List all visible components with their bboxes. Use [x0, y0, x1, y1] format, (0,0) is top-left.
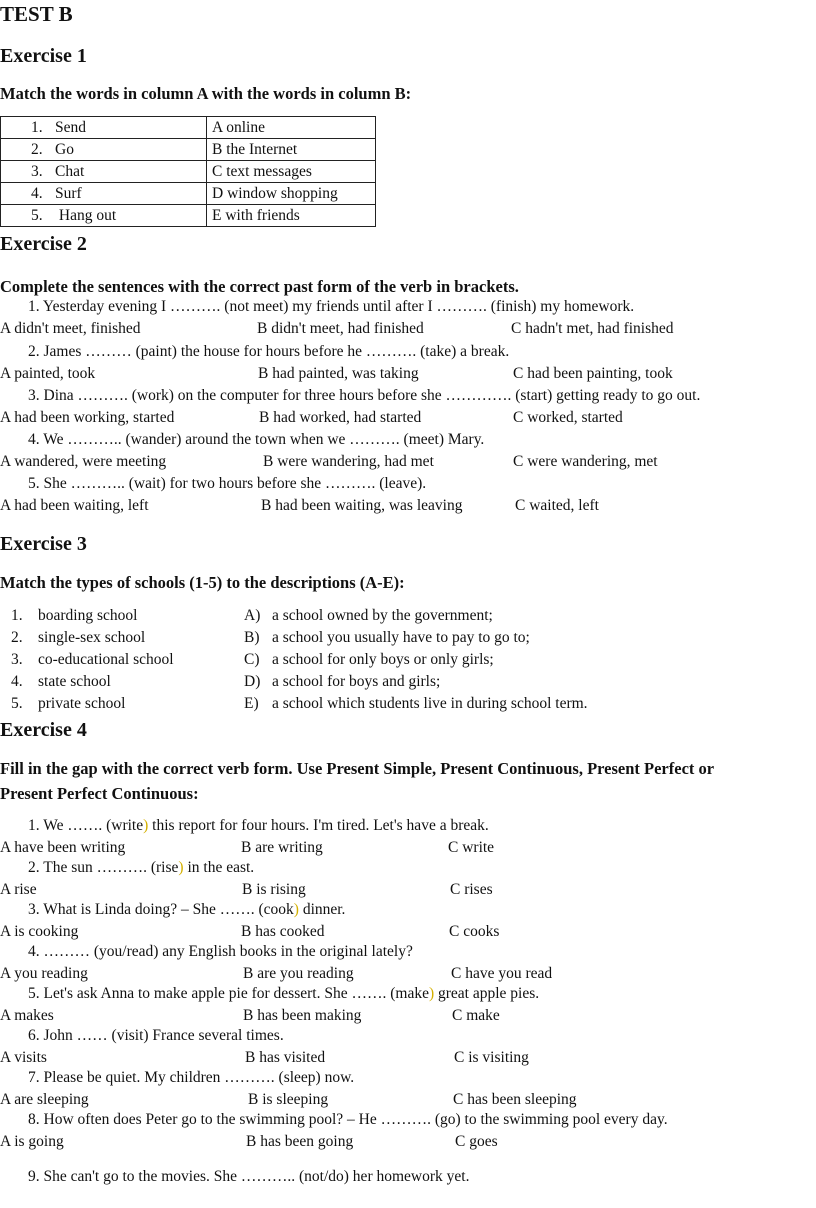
highlight-mark: ): [178, 859, 184, 876]
matching-table: [0, 116, 376, 227]
highlight-mark: ): [293, 901, 299, 918]
row-number: 4.: [31, 185, 43, 202]
matching-row: [1, 161, 376, 183]
answer-option-b: B has been going: [246, 1133, 354, 1150]
school-description: a school owned by the government;: [272, 607, 493, 624]
highlight-mark: ): [428, 985, 435, 1002]
answer-option-a: A you reading: [0, 965, 88, 982]
answer-option-c: C hadn't met, had finished: [511, 320, 674, 337]
school-description: a school for boys and girls;: [272, 673, 441, 690]
school-type-number: 1.: [11, 607, 23, 624]
exercise-2-instruction: Complete the sentences with the correct past form of the verb in brackets.: [0, 277, 519, 296]
question-text-end: in the east.: [183, 859, 255, 876]
answer-option-b: B had painted, was taking: [258, 365, 419, 382]
column-b-cell: A online: [207, 117, 376, 139]
answer-option-a: A visits: [0, 1049, 47, 1066]
answer-option-a: A is going: [0, 1133, 64, 1150]
question-text: 2. James ……… (paint) the house for hours before he ………. (take) a break.: [28, 343, 510, 360]
answer-option-c: C is visiting: [454, 1049, 529, 1066]
answer-option-c: C has been sleeping: [453, 1091, 577, 1108]
question-text-start: 4. ……… (you/read) any English books in the original lately?: [28, 943, 413, 960]
answer-option-a: A rise: [0, 881, 37, 898]
question-text-end: great apple pies.: [434, 985, 540, 1002]
column-a-cell: [1, 161, 207, 183]
question-text: [28, 901, 345, 919]
column-b-cell: D window shopping: [207, 183, 376, 205]
answer-option-b: B is rising: [242, 881, 306, 898]
answer-option-a: A is cooking: [0, 923, 79, 940]
description-letter: C): [244, 651, 260, 668]
answer-option-b: B has visited: [245, 1049, 326, 1066]
school-type-number: 4.: [11, 673, 23, 690]
question-text-start: 9. She can't go to the movies. She ……….. (not/do) her homework yet.: [28, 1168, 470, 1185]
question-text: [28, 859, 254, 877]
question-text-start: 1. We ……. (write: [28, 817, 144, 834]
school-type: single-sex school: [38, 629, 146, 646]
exercise-1-heading: Exercise 1: [0, 45, 87, 67]
answer-option-b: B has been making: [243, 1007, 362, 1024]
exercise-4-instruction-line-1: Fill in the gap with the correct verb form. Use Present Simple, Present Continuous, Present Perfect or: [0, 759, 715, 778]
row-number: 5.: [31, 207, 43, 224]
answer-option-b: B has cooked: [241, 923, 325, 940]
description-letter: A): [244, 607, 261, 624]
highlight-mark: ): [143, 817, 149, 834]
question-text: [28, 1168, 469, 1186]
question-text: [28, 1069, 354, 1087]
answer-option-b: B had been waiting, was leaving: [261, 497, 463, 514]
row-number: 1.: [31, 119, 43, 136]
answer-option-c: C had been painting, took: [513, 365, 673, 382]
column-a-word: Chat: [55, 163, 85, 180]
question-text-end: dinner.: [298, 901, 346, 918]
answer-option-a: A are sleeping: [0, 1091, 89, 1108]
question-text: 5. She ……….. (wait) for two hours before she ………. (leave).: [28, 475, 427, 492]
school-type-number: 2.: [11, 629, 23, 646]
school-description: a school for only boys or only girls;: [272, 651, 494, 668]
answer-option-c: C waited, left: [515, 497, 599, 514]
exercise-4-instruction-line-2: Present Perfect Continuous:: [0, 784, 199, 803]
answer-option-c: C have you read: [451, 965, 553, 982]
answer-option-a: A have been writing: [0, 839, 126, 856]
school-type-number: 3.: [11, 651, 23, 668]
question-text: 4. We ……….. (wander) around the town when we ………. (meet) Mary.: [28, 431, 485, 448]
school-type: state school: [38, 673, 111, 690]
test-title: TEST B: [0, 2, 73, 26]
description-letter: B): [244, 629, 260, 646]
matching-row: [1, 117, 376, 139]
exercise-2-heading: Exercise 2: [0, 233, 87, 255]
school-type: boarding school: [38, 607, 138, 624]
answer-option-a: A painted, took: [0, 365, 96, 382]
answer-option-c: C worked, started: [513, 409, 623, 426]
question-text: [28, 985, 539, 1003]
column-b-cell: C text messages: [207, 161, 376, 183]
answer-option-c: C cooks: [449, 923, 500, 940]
school-description: a school you usually have to pay to go to;: [272, 629, 530, 646]
question-text-start: 7. Please be quiet. My children ………. (sleep) now.: [28, 1069, 355, 1086]
description-letter: E): [244, 695, 259, 712]
column-a-cell: [1, 117, 207, 139]
answer-option-a: A had been working, started: [0, 409, 175, 426]
question-text: [28, 943, 413, 961]
question-text-start: 3. What is Linda doing? – She ……. (cook: [28, 901, 294, 918]
answer-option-c: C goes: [455, 1133, 498, 1150]
answer-option-b: B didn't meet, had finished: [257, 320, 424, 337]
answer-option-b: B is sleeping: [248, 1091, 329, 1108]
column-a-word: Hang out: [55, 207, 117, 224]
answer-option-b: B are you reading: [243, 965, 354, 982]
answer-option-c: C make: [452, 1007, 500, 1024]
row-number: 2.: [31, 141, 43, 158]
row-number: 3.: [31, 163, 43, 180]
exercise-3-instruction: Match the types of schools (1-5) to the descriptions (A-E):: [0, 573, 405, 592]
column-a-word: Surf: [55, 185, 82, 202]
exercise-3-heading: Exercise 3: [0, 533, 87, 555]
school-description: a school which students live in during school term.: [272, 695, 588, 712]
answer-option-c: C were wandering, met: [513, 453, 658, 470]
question-text: 1. Yesterday evening I ………. (not meet) my friends until after I ………. (finish) my homework.: [28, 298, 635, 315]
question-text: [28, 817, 489, 835]
column-b-cell: E with friends: [207, 205, 376, 227]
school-type-number: 5.: [11, 695, 23, 712]
question-text: 3. Dina ………. (work) on the computer for three hours before she …………. (start) getting ready to go out.: [28, 387, 701, 404]
question-text: [28, 1027, 284, 1045]
matching-row: [1, 139, 376, 161]
school-type: co-educational school: [38, 651, 174, 668]
column-a-word: Send: [55, 119, 86, 136]
column-b-cell: B the Internet: [207, 139, 376, 161]
answer-option-c: C write: [448, 839, 495, 856]
description-letter: D): [244, 673, 261, 690]
answer-option-b: B were wandering, had met: [263, 453, 434, 470]
school-type: private school: [38, 695, 126, 712]
answer-option-a: A makes: [0, 1007, 54, 1024]
column-a-cell: [1, 205, 207, 227]
answer-option-c: C rises: [450, 881, 493, 898]
answer-option-a: A had been waiting, left: [0, 497, 149, 514]
answer-option-b: B had worked, had started: [259, 409, 422, 426]
question-text-start: 5. Let's ask Anna to make apple pie for dessert. She ……. (make: [28, 985, 429, 1002]
exercise-1-instruction: Match the words in column A with the words in column B:: [0, 84, 412, 103]
matching-row: [1, 183, 376, 205]
answer-option-b: B are writing: [241, 839, 323, 856]
answer-option-a: A didn't meet, finished: [0, 320, 141, 337]
answer-option-a: A wandered, were meeting: [0, 453, 167, 470]
column-a-cell: [1, 139, 207, 161]
question-text-start: 2. The sun ………. (rise: [28, 859, 179, 876]
column-a-cell: [1, 183, 207, 205]
matching-row: [1, 205, 376, 227]
column-a-word: Go: [55, 141, 74, 158]
question-text-start: 8. How often does Peter go to the swimming pool? – He ………. (go) to the swimming pool every day.: [28, 1111, 668, 1128]
exercise-4-heading: Exercise 4: [0, 719, 87, 741]
question-text-end: this report for four hours. I'm tired. Let's have a break.: [148, 817, 489, 834]
question-text: [28, 1111, 668, 1129]
question-text-start: 6. John …… (visit) France several times.: [28, 1027, 284, 1044]
